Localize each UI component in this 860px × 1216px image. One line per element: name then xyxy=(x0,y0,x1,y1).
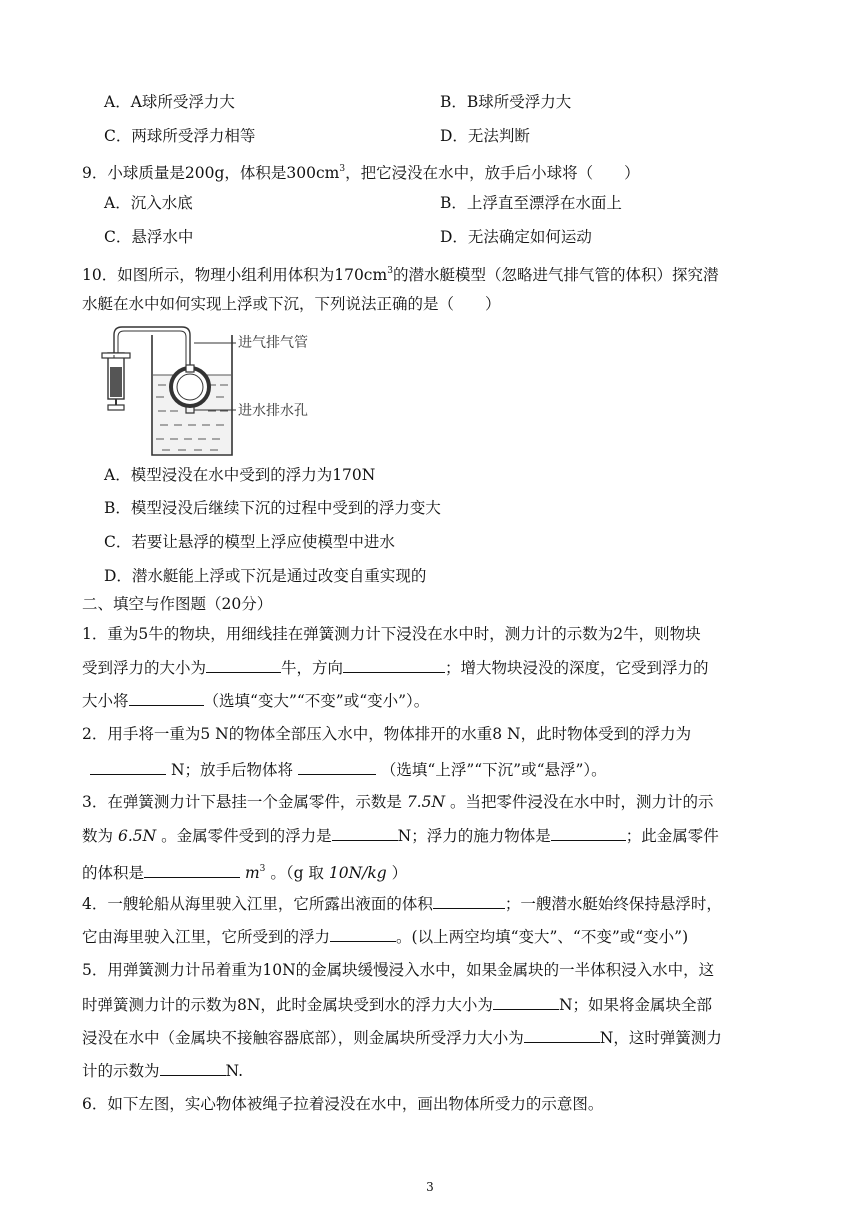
f3-blank-3[interactable] xyxy=(144,860,240,878)
submarine-diagram xyxy=(98,325,338,460)
q8-option-b: B．B球所受浮力大 xyxy=(440,93,572,111)
f2-line1: 2．用手将一重为5 N的物体全部压入水中，物体排开的水重8 N，此时物体受到的浮力为 xyxy=(82,725,692,743)
f1-line3: 大小将 （选填“变大”“不变”或“变小”）。 xyxy=(82,688,429,713)
q8-option-c: C．两球所受浮力相等 xyxy=(104,127,256,145)
syringe xyxy=(102,353,130,410)
q10-option-a: A．模型浸没在水中受到的浮力为170N xyxy=(104,466,376,484)
f1-line2: 受到浮力的大小为 牛，方向 ；增大物块浸没的深度，它受到浮力的 xyxy=(82,655,709,680)
f5-blank-1[interactable] xyxy=(493,992,559,1010)
label-air-tube: 进气排气管 xyxy=(238,335,308,351)
f5-blank-2[interactable] xyxy=(524,1025,600,1043)
f1-line1: 1．重为5牛的物块，用细线挂在弹簧测力计下浸没在水中时，测力计的示数为2牛，则物块 xyxy=(82,625,701,643)
f2-line2: N；放手后物体将 （选填“上浮”“下沉”或“悬浮”）。 xyxy=(90,757,607,782)
q10-option-b: B．模型浸没后继续下沉的过程中受到的浮力变大 xyxy=(104,499,441,517)
f5-blank-3[interactable] xyxy=(160,1058,226,1076)
f3-line3: 的体积是 $m^3$ 。（g 取 10N/kg ） xyxy=(82,857,407,885)
label-water-hole: 进水排水孔 xyxy=(238,403,308,419)
q9-option-d: D．无法确定如何运动 xyxy=(440,228,592,246)
q8-option-a: A．A球所受浮力大 xyxy=(104,93,235,111)
f6-line1: 6．如下左图，实心物体被绳子拉着浸没在水中，画出物体所受力的示意图。 xyxy=(82,1095,604,1113)
f5-line3: 浸没在水中（金属块不接触容器底部），则金属块所受浮力大小为 N，这时弹簧测力 xyxy=(82,1025,722,1050)
f3-line2: 数为 6.5N 。金属零件受到的浮力是 N；浮力的施力物体是 ；此金属零件 xyxy=(82,823,719,848)
f1-blank-3[interactable] xyxy=(129,688,204,706)
page-number: 3 xyxy=(426,1180,434,1194)
f4-blank-2[interactable] xyxy=(330,924,396,942)
f3-blank-2[interactable] xyxy=(551,823,626,841)
section-2-title: 二、填空与作图题（20分） xyxy=(82,595,273,613)
q10-option-c: C．若要让悬浮的模型上浮应使模型中进水 xyxy=(104,533,395,551)
f2-blank-1[interactable] xyxy=(90,757,166,775)
f3-blank-1[interactable] xyxy=(332,823,398,841)
f2-blank-2[interactable] xyxy=(298,757,376,775)
f5-line4: 计的示数为 N. xyxy=(82,1058,243,1083)
f4-line1: 4．一艘轮船从海里驶入江里，它所露出液面的体积 ；一艘潜水艇始终保持悬浮时， xyxy=(82,891,722,916)
q9-stem: 9．小球质量是200g，体积是$300cm^3$，把它浸没在水中，放手后小球将（ ） xyxy=(82,164,640,182)
q8-option-d: D．无法判断 xyxy=(440,127,530,145)
f3-line1: 3．在弹簧测力计下悬挂一个金属零件，示数是 7.5N 。当把零件浸没在水中时，测力计的示 xyxy=(82,793,714,811)
f1-blank-1[interactable] xyxy=(206,655,281,673)
f5-line2: 时弹簧测力计的示数为8N，此时金属块受到水的浮力大小为 N；如果将金属块全部 xyxy=(82,992,712,1017)
q9-option-c: C．悬浮水中 xyxy=(104,228,194,246)
f4-blank-1[interactable] xyxy=(433,891,505,909)
f1-blank-2[interactable] xyxy=(343,655,445,673)
f5-line1: 5．用弹簧测力计吊着重为10N的金属块缓慢浸入水中，如果金属块的一半体积浸入水中，这 xyxy=(82,961,715,979)
q10-stem-line1: 10．如图所示，物理小组利用体积为$170cm^3$的潜水艇模型（忽略进气排气管的体积）探究潜 xyxy=(82,266,719,284)
f4-line2: 它由海里驶入江里，它所受到的浮力 。(以上两空均填“变大”、“不变”或“变小”) xyxy=(82,924,688,949)
q10-stem-line2: 水艇在水中如何实现上浮或下沉，下列说法正确的是（ ） xyxy=(82,295,501,313)
q9-option-b: B．上浮直至漂浮在水面上 xyxy=(440,194,622,212)
q10-option-d: D．潜水艇能上浮或下沉是通过改变自重实现的 xyxy=(104,567,427,585)
q9-option-a: A．沉入水底 xyxy=(104,194,193,212)
